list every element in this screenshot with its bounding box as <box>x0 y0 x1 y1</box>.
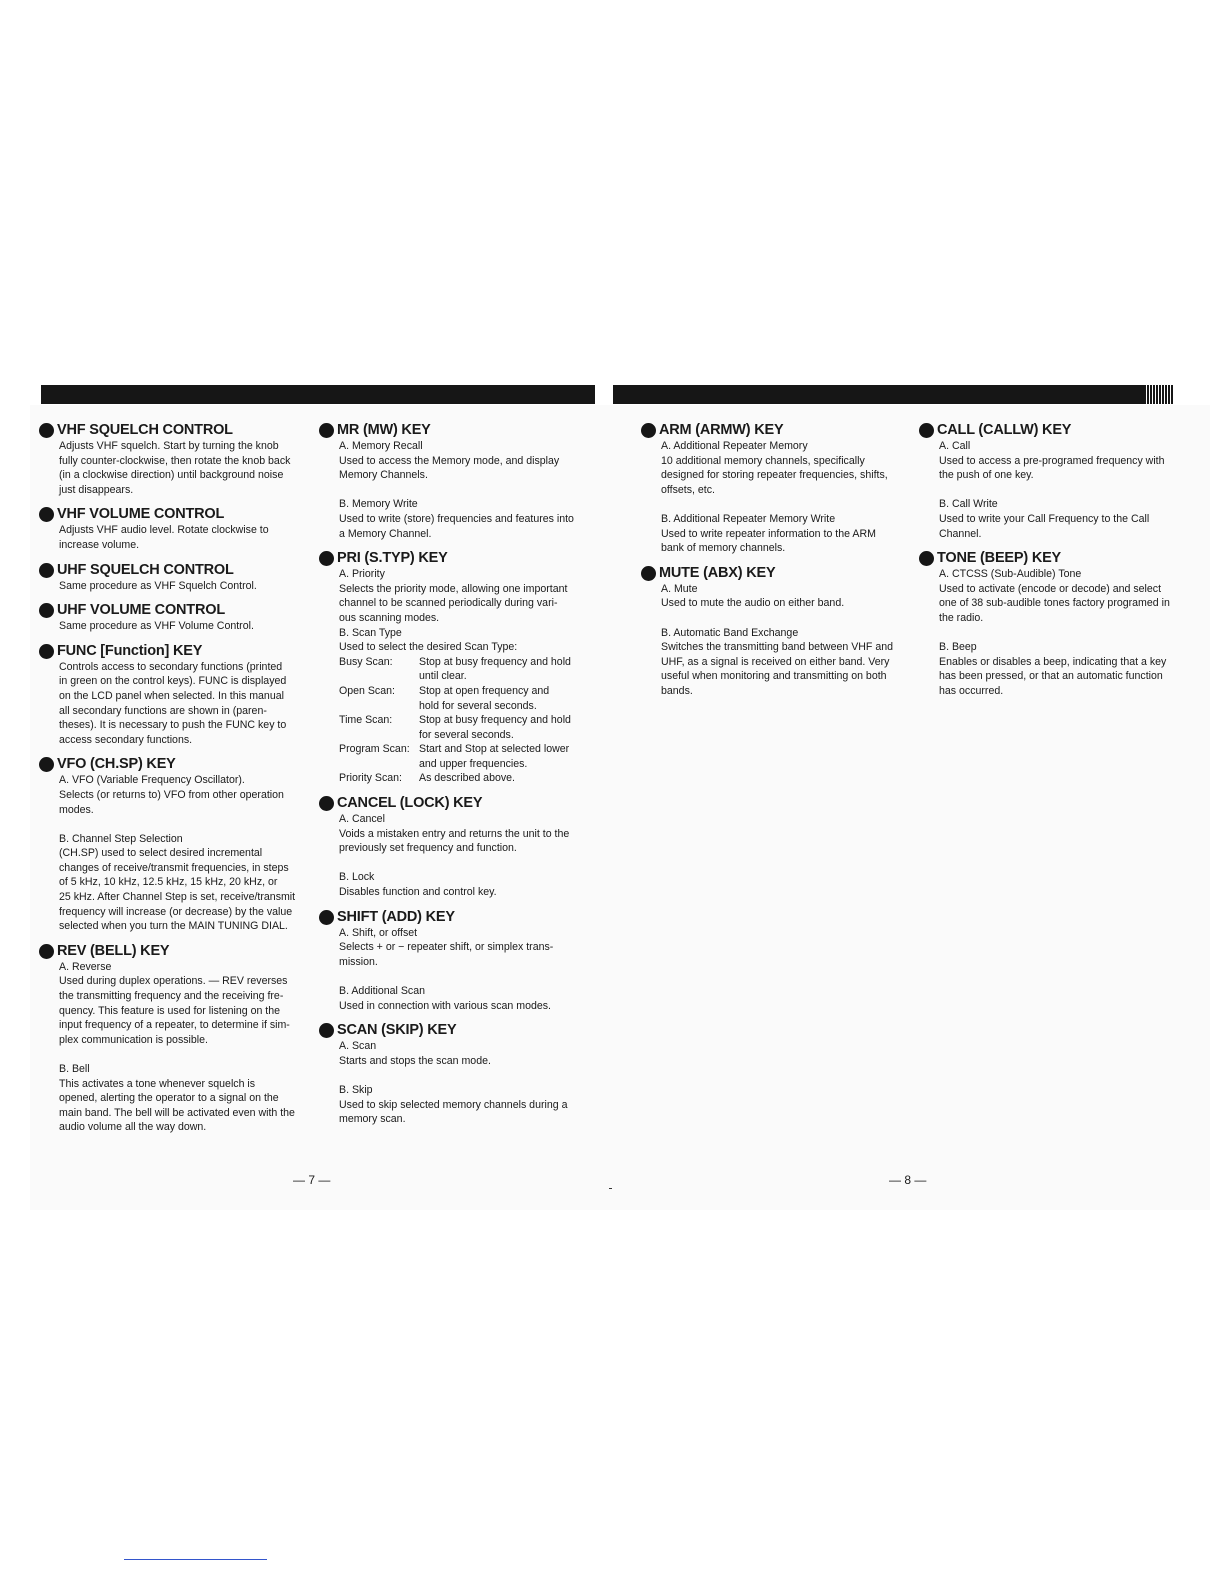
section-title: CALL (CALLW) KEY <box>937 422 1072 438</box>
section-vhf-squelch <box>41 422 296 497</box>
section-body <box>339 870 577 899</box>
bullet-icon <box>641 566 656 581</box>
section-title: VHF VOLUME CONTROL <box>57 506 225 523</box>
section-body <box>339 1083 577 1127</box>
text-line: quency. This feature is used for listening on the <box>59 1004 281 1017</box>
text-line: Used to mute the audio on either band. <box>661 597 845 610</box>
text-line: A. Cancel <box>339 813 385 826</box>
bullet-icon <box>319 910 334 925</box>
text-line: (CH.SP) used to select desired incremental <box>59 847 263 860</box>
section-title: TONE (BEEP) KEY <box>937 550 1062 567</box>
text-line: B. Lock <box>339 871 375 884</box>
text-line: changes of receive/transmit frequencies, in steps <box>59 861 289 874</box>
text-line: Used to activate (encode or decode) and select <box>939 582 1162 595</box>
section-uhf-volume <box>41 602 296 634</box>
section-body <box>339 567 577 655</box>
text-line: Channel. <box>939 527 982 540</box>
section-title: UHF VOLUME CONTROL <box>57 602 225 619</box>
text-line: a Memory Channel. <box>339 527 432 540</box>
section-mr <box>321 422 577 541</box>
section-body <box>339 1039 577 1068</box>
section-mute <box>643 565 896 699</box>
scan-type-item <box>339 742 577 771</box>
text-line: Starts and stops the scan mode. <box>339 1054 491 1067</box>
text-line: has occurred. <box>939 684 1004 697</box>
scan-type-item <box>339 713 577 742</box>
text-line: Adjusts VHF audio level. Rotate clockwise to <box>59 524 269 537</box>
scan-type-name: Open Scan: <box>339 684 395 697</box>
bullet-icon <box>39 423 54 438</box>
section-body <box>59 832 296 934</box>
section-body <box>939 497 1175 541</box>
section-shift <box>321 909 577 1014</box>
section-body <box>661 626 896 699</box>
text-line: B. Beep <box>939 641 977 654</box>
text-line: audio volume all the way down. <box>59 1121 207 1134</box>
text-line: selected when you turn the MAIN TUNING DIAL. <box>59 920 288 933</box>
scan-type-item <box>339 771 577 786</box>
text-line: frequency will increase (or decrease) by the value <box>59 905 293 918</box>
scan-type-name: Time Scan: <box>339 714 393 727</box>
text-line: Adjusts VHF squelch. Start by turning the knob <box>59 440 279 452</box>
section-cancel <box>321 795 577 900</box>
scan-type-description <box>419 742 569 771</box>
scan-type-description <box>419 713 571 742</box>
text-line: Selects (or returns to) VFO from other operation <box>59 788 284 801</box>
bullet-icon <box>39 603 54 618</box>
text-line: has been pressed, or that an automatic function <box>939 670 1163 683</box>
text-line: access secondary functions. <box>59 733 193 746</box>
text-line: Start and Stop at selected lower <box>419 743 570 756</box>
scan-type-description <box>419 684 549 713</box>
scan-type-description <box>419 655 571 684</box>
text-line: UHF, as a signal is received on either band. Very <box>661 655 890 668</box>
text-line: ous scanning modes. <box>339 611 440 624</box>
scan-type-item <box>339 684 577 713</box>
text-line: Voids a mistaken entry and returns the unit to the <box>339 827 570 840</box>
text-line: Stop at busy frequency and hold <box>419 655 571 668</box>
bullet-icon <box>319 1023 334 1038</box>
text-line: the radio. <box>939 611 984 624</box>
column-2 <box>321 422 577 1136</box>
bullet-icon <box>39 757 54 772</box>
text-line: B. Bell <box>59 1063 90 1075</box>
text-line: hold for several seconds. <box>419 699 537 712</box>
text-line: of 5 kHz, 10 kHz, 12.5 kHz, 15 kHz, 20 kHz, or <box>59 876 278 889</box>
text-line: B. Channel Step Selection <box>59 832 183 845</box>
text-line: Used to skip selected memory channels during a <box>339 1098 568 1111</box>
text-line: Used to select the desired Scan Type: <box>339 641 518 654</box>
header-bar-right <box>613 385 1144 404</box>
text-line: A. Memory Recall <box>339 440 423 452</box>
section-body <box>939 640 1175 698</box>
section-tone <box>921 550 1175 698</box>
text-line: 10 additional memory channels, specifically <box>661 454 865 467</box>
text-line: Disables function and control key. <box>339 886 497 899</box>
bullet-icon <box>319 551 334 566</box>
text-line: fully counter-clockwise, then rotate the knob back <box>59 454 291 467</box>
bullet-icon <box>39 944 54 959</box>
section-body <box>339 439 577 483</box>
text-line: B. Skip <box>339 1083 373 1096</box>
section-title: ARM (ARMW) KEY <box>659 422 784 438</box>
text-line: mission. <box>339 955 378 968</box>
section-body <box>59 660 296 748</box>
text-line: increase volume. <box>59 538 140 551</box>
section-body <box>59 439 296 497</box>
section-body <box>339 984 577 1013</box>
scan-type-name: Program Scan: <box>339 743 410 756</box>
section-title: MUTE (ABX) KEY <box>659 564 776 581</box>
text-line: channel to be scanned periodically during vari- <box>339 597 558 610</box>
text-line: B. Scan Type <box>339 626 402 639</box>
bullet-icon <box>39 507 54 522</box>
text-line: in green on the control keys). FUNC is displayed <box>59 675 287 688</box>
text-line: A. Shift, or offset <box>339 926 418 939</box>
text-line: bank of memory channels. <box>661 542 786 555</box>
section-title: SHIFT (ADD) KEY <box>337 908 455 925</box>
text-line: useful when monitoring and transmitting on both <box>661 670 887 683</box>
page-number-right: — 8 — <box>889 1173 927 1187</box>
text-line: A. Scan <box>339 1040 377 1053</box>
section-rev <box>41 943 296 1135</box>
text-line: A. Additional Repeater Memory <box>661 440 808 452</box>
text-line: Used to write repeater information to the ARM <box>661 527 876 540</box>
text-line: Used to access the Memory mode, and display <box>339 454 560 467</box>
text-line: Used during duplex operations. — REV reverses <box>59 975 288 988</box>
header-bar-left <box>41 385 595 404</box>
text-line: for several seconds. <box>419 728 514 741</box>
section-body <box>661 582 896 611</box>
section-body <box>339 812 577 856</box>
text-line: on the LCD panel when selected. In this manual <box>59 689 284 702</box>
text-line: A. VFO (Variable Frequency Oscillator). <box>59 774 245 787</box>
section-pri <box>321 550 577 786</box>
section-call <box>921 422 1175 541</box>
bullet-icon <box>919 551 934 566</box>
text-line: A. Call <box>939 440 971 452</box>
section-title: SCAN (SKIP) KEY <box>337 1022 457 1039</box>
text-line: the transmitting frequency and the receiving fre- <box>59 990 284 1003</box>
text-line: theses). It is necessary to push the FUNC key to <box>59 719 287 732</box>
text-line: Used to write (store) frequencies and features into <box>339 512 574 525</box>
scan-type-name: Priority Scan: <box>339 772 402 785</box>
text-line: (in a clockwise direction) until background noise <box>59 469 284 482</box>
scan-type-list <box>339 655 577 786</box>
section-body <box>339 497 577 541</box>
text-line: Same procedure as VHF Squelch Control. <box>59 579 257 592</box>
section-title: VFO (CH.SP) KEY <box>57 756 176 773</box>
text-line: A. Priority <box>339 568 385 581</box>
text-line: and upper frequencies. <box>419 757 528 770</box>
text-line: Memory Channels. <box>339 469 428 482</box>
text-line: Switches the transmitting band between VHF and <box>661 641 894 654</box>
section-func <box>41 643 296 748</box>
section-title: PRI (S.TYP) KEY <box>337 550 448 567</box>
text-line: 25 kHz. After Channel Step is set, receive/transmit <box>59 891 296 904</box>
section-title: UHF SQUELCH CONTROL <box>57 561 234 578</box>
text-line: Used in connection with various scan modes. <box>339 999 551 1012</box>
text-line: previously set frequency and function. <box>339 842 517 855</box>
section-title: MR (MW) KEY <box>337 422 431 438</box>
text-line: B. Additional Repeater Memory Write <box>661 512 836 525</box>
text-line: Selects the priority mode, allowing one important <box>339 582 568 595</box>
text-line: bands. <box>661 684 693 697</box>
text-line: As described above. <box>419 772 515 785</box>
text-line: Used to write your Call Frequency to the Call <box>939 512 1150 525</box>
section-title: CANCEL (LOCK) KEY <box>337 795 483 812</box>
bullet-icon <box>319 796 334 811</box>
section-body <box>59 1062 296 1135</box>
footer-rule <box>124 1559 267 1560</box>
section-body <box>661 439 896 497</box>
text-line: one of 38 sub-audible tones factory programed in <box>939 597 1170 610</box>
section-title: REV (BELL) KEY <box>57 942 170 959</box>
section-body <box>59 960 296 1048</box>
section-body <box>939 567 1175 625</box>
text-line: This activates a tone whenever squelch is <box>59 1077 256 1090</box>
text-line: Stop at open frequency and <box>419 684 550 697</box>
bullet-icon <box>919 423 934 438</box>
section-title: FUNC [Function] KEY <box>57 642 203 659</box>
barcode-mark <box>1144 385 1174 404</box>
section-vhf-volume <box>41 506 296 552</box>
text-line: opened, alerting the operator to a signal on the <box>59 1092 279 1105</box>
section-uhf-squelch <box>41 562 296 594</box>
section-vfo <box>41 756 296 934</box>
scan-type-name: Busy Scan: <box>339 655 393 668</box>
column-1 <box>41 422 296 1144</box>
section-body <box>661 512 896 556</box>
text-line: just disappears. <box>59 483 134 496</box>
page-number-left: — 7 — <box>293 1173 331 1187</box>
text-line: modes. <box>59 803 94 816</box>
text-line: memory scan. <box>339 1113 406 1126</box>
text-line: Used to access a pre-programed frequency with <box>939 454 1165 467</box>
text-line: plex communication is possible. <box>59 1033 208 1046</box>
text-line: B. Memory Write <box>339 498 418 511</box>
text-line: all secondary functions are shown in (paren- <box>59 704 267 717</box>
bullet-icon <box>319 423 334 438</box>
text-line: designed for storing repeater frequencies, shifts, <box>661 469 888 482</box>
text-line: B. Automatic Band Exchange <box>661 626 799 639</box>
section-body <box>339 926 577 970</box>
text-line: B. Call Write <box>939 498 998 511</box>
scan-type-item <box>339 655 577 684</box>
section-title: VHF SQUELCH CONTROL <box>57 422 233 438</box>
center-mark <box>609 1188 612 1189</box>
text-line: A. Mute <box>661 582 698 595</box>
text-line: Controls access to secondary functions (printed <box>59 660 283 673</box>
section-body <box>939 439 1175 483</box>
section-body <box>59 579 296 594</box>
section-body <box>59 523 296 552</box>
text-line: A. Reverse <box>59 960 112 973</box>
text-line: offsets, etc. <box>661 483 715 496</box>
text-line: Enables or disables a beep, indicating that a key <box>939 655 1167 668</box>
text-line: the push of one key. <box>939 469 1034 482</box>
text-line: Same procedure as VHF Volume Control. <box>59 620 254 633</box>
bullet-icon <box>641 423 656 438</box>
text-line: A. CTCSS (Sub-Audible) Tone <box>939 568 1082 581</box>
section-arm <box>643 422 896 556</box>
column-3 <box>643 422 896 708</box>
text-line: Selects + or − repeater shift, or simplex trans- <box>339 941 554 954</box>
section-body <box>59 619 296 634</box>
text-line: until clear. <box>419 670 467 683</box>
bullet-icon <box>39 644 54 659</box>
section-scan <box>321 1022 577 1127</box>
scan-type-description <box>419 771 515 786</box>
section-body <box>59 773 296 817</box>
text-line: B. Additional Scan <box>339 985 425 997</box>
text-line: input frequency of a repeater, to determine if sim- <box>59 1019 290 1032</box>
text-line: main band. The bell will be activated even with the <box>59 1106 295 1119</box>
text-line: Stop at busy frequency and hold <box>419 714 571 727</box>
column-4 <box>921 422 1175 708</box>
bullet-icon <box>39 563 54 578</box>
